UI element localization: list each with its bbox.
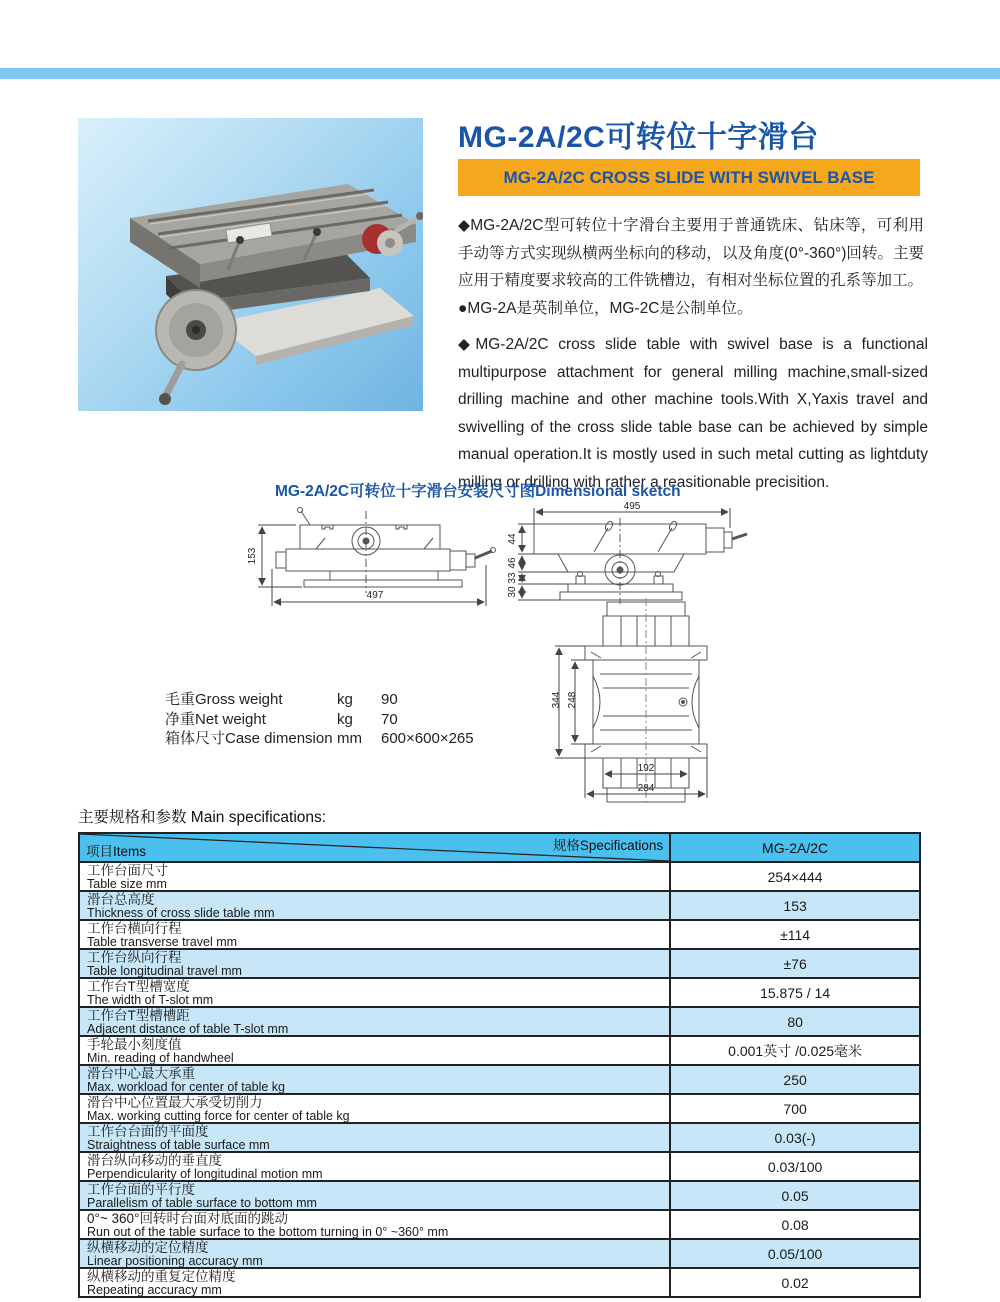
dim-44: 44 — [507, 533, 518, 545]
spec-value-cell: ±76 — [669, 950, 919, 977]
spec-item-cell — [80, 1095, 669, 1122]
dim-33: 33 — [507, 572, 518, 584]
spec-item-chinese: 纵横移动的重复定位精度 — [87, 1269, 236, 1284]
product-photo — [78, 118, 423, 411]
spec-value-cell: 0.001英寸 /0.025毫米 — [669, 1037, 919, 1064]
table-row — [80, 977, 919, 1006]
table-row — [80, 948, 919, 977]
weight-info — [165, 690, 474, 749]
spec-value-cell: 0.05/100 — [669, 1240, 919, 1267]
weight-label: 箱体尺寸Case dimension — [165, 730, 333, 747]
dim-248: 248 — [567, 691, 578, 709]
english-title-banner: MG-2A/2C CROSS SLIDE WITH SWIVEL BASE — [458, 159, 920, 196]
spec-item-english: Max. workload for center of table kg — [87, 1080, 286, 1093]
spec-item-cell — [80, 863, 669, 890]
spec-item-chinese: 滑台中心位置最大承受切削力 — [87, 1095, 263, 1110]
dim-46: 46 — [507, 557, 518, 569]
spec-item-english: Thickness of cross slide table mm — [87, 906, 275, 919]
spec-item-chinese: 工作台T型槽槽距 — [87, 1008, 190, 1023]
weight-unit: mm — [337, 730, 362, 747]
description-cn-paragraph: ◆MG-2A/2C型可转位十字滑台主要用于普通铣床、钻床等，可利用手动等方式实现纵横两坐标向的移动，以及角度(0°-360°)回转。主要应用于精度要求较高的工件铣槽边，有相对坐标位置的孔系等加工。 — [458, 217, 924, 289]
spec-item-english: Min. reading of handwheel — [87, 1051, 234, 1064]
table-row — [80, 1035, 919, 1064]
dim-153: 153 — [247, 547, 258, 565]
spec-item-cell — [80, 1124, 669, 1151]
spec-item-english: Parallelism of table surface to bottom mm — [87, 1196, 317, 1209]
spec-item-cell — [80, 1153, 669, 1180]
spec-item-cell — [80, 892, 669, 919]
dim-284: 284 — [637, 783, 655, 794]
spec-item-cell — [80, 921, 669, 948]
spec-item-chinese: 工作台面的平行度 — [87, 1182, 195, 1197]
spec-item-cell — [80, 1211, 669, 1238]
decorative-top-stripe — [0, 68, 1000, 79]
weight-unit: kg — [337, 710, 353, 728]
sketch-section-title: MG-2A/2C可转位十字滑台安装尺寸图Dimensional sketch — [275, 483, 681, 500]
spec-item-chinese: 工作台横向行程 — [87, 921, 182, 936]
spec-value-cell: 0.03/100 — [669, 1153, 919, 1180]
weight-unit: kg — [337, 691, 353, 708]
table-header-row — [80, 834, 919, 861]
description-cn-units-note: ●MG-2A是英制单位，MG-2C是公制单位。 — [458, 299, 753, 317]
table-row — [80, 861, 919, 890]
weight-row — [165, 690, 474, 710]
table-row — [80, 1006, 919, 1035]
spec-item-chinese: 滑台总高度 — [87, 892, 155, 907]
table-row — [80, 1064, 919, 1093]
spec-item-cell — [80, 1182, 669, 1209]
specs-heading: 主要规格和参数 Main specifications: — [78, 809, 327, 826]
weight-value: 70 — [381, 710, 398, 728]
sketch-side-view-right — [498, 498, 750, 610]
table-row — [80, 1180, 919, 1209]
weight-row — [165, 729, 474, 749]
dim-192: 192 — [637, 763, 655, 774]
weight-value: 600×600×265 — [381, 730, 474, 747]
spec-item-english: Table transverse travel mm — [87, 935, 238, 948]
spec-item-cell — [80, 1066, 669, 1093]
table-row — [80, 1122, 919, 1151]
spec-value-cell: 0.08 — [669, 1211, 919, 1238]
description-chinese — [458, 212, 924, 322]
weight-label: 毛重Gross weight — [165, 691, 283, 708]
table-row — [80, 1151, 919, 1180]
spec-value-cell: 15.875 / 14 — [669, 979, 919, 1006]
spec-value-cell: 153 — [669, 892, 919, 919]
table-body — [80, 861, 919, 1296]
spec-item-cell — [80, 979, 669, 1006]
table-row — [80, 890, 919, 919]
table-row — [80, 1267, 919, 1296]
table-row — [80, 1209, 919, 1238]
spec-item-chinese: 工作台面尺寸 — [87, 863, 168, 878]
spec-item-english: Run out of the table surface to the bottom turning in 0° ~360° mm — [87, 1225, 449, 1238]
spec-item-english: Adjacent distance of table T-slot mm — [87, 1022, 289, 1035]
dim-344: 344 — [551, 691, 562, 709]
spec-item-chinese: 滑台纵向移动的垂直度 — [87, 1153, 222, 1168]
cross-slide-machine-illustration — [78, 118, 423, 411]
spec-item-cell — [80, 1240, 669, 1267]
spec-item-english: Linear positioning accuracy mm — [87, 1254, 263, 1267]
header-label-items: 项目Items — [86, 844, 147, 859]
weight-value: 90 — [381, 691, 398, 708]
header-label-specifications: 规格Specifications — [552, 838, 664, 853]
table-row — [80, 919, 919, 948]
spec-value-cell: 80 — [669, 1008, 919, 1035]
page-title: MG-2A/2C可转位十字滑台 — [458, 121, 819, 154]
spec-item-english: Straightness of table surface mm — [87, 1138, 270, 1151]
dim-495: 495 — [623, 501, 641, 512]
spec-value-cell: 700 — [669, 1095, 919, 1122]
spec-item-english: Perpendicularity of longitudinal motion mm — [87, 1167, 323, 1180]
header-cell-model: MG-2A/2C — [669, 834, 919, 861]
spec-item-chinese: 0°~ 360°回转时台面对底面的跳动 — [87, 1211, 288, 1226]
spec-value-cell: 254×444 — [669, 863, 919, 890]
spec-value-cell: ±114 — [669, 921, 919, 948]
weight-row — [165, 710, 474, 730]
spec-item-chinese: 工作台纵向行程 — [87, 950, 182, 965]
spec-item-english: Max. working cutting force for center of table kg — [87, 1109, 350, 1122]
spec-item-chinese: 工作台台面的平面度 — [87, 1124, 209, 1139]
sketch-side-view-left — [238, 505, 500, 620]
description-english: ◆MG-2A/2C cross slide table with swivel base is a functional multipurpose attachment for general milling machine,small-sized drilling machine and other machine tools.With X,Yaxis travel and swivelling of the cross slide table base can be achieved by simple manual operation.It is mostly used in such metal cutting as lightduty milling or drilling with rather a reasitionable precisition. — [458, 336, 928, 491]
spec-item-english: Repeating accuracy mm — [87, 1283, 222, 1296]
spec-value-cell: 0.03(-) — [669, 1124, 919, 1151]
header-cell-items-specs — [80, 834, 669, 861]
spec-item-cell — [80, 1008, 669, 1035]
spec-item-chinese: 纵横移动的定位精度 — [87, 1240, 209, 1255]
spec-item-chinese: 滑台中心最大承重 — [87, 1066, 195, 1081]
dim-30: 30 — [507, 586, 518, 598]
spec-item-english: The width of T-slot mm — [87, 993, 214, 1006]
spec-item-cell — [80, 1269, 669, 1296]
table-row — [80, 1238, 919, 1267]
spec-item-cell — [80, 950, 669, 977]
sketch-front-view — [545, 596, 750, 810]
spec-value-cell: 0.05 — [669, 1182, 919, 1209]
spec-value-cell: 250 — [669, 1066, 919, 1093]
spec-item-chinese: 工作台T型槽宽度 — [87, 979, 190, 994]
weight-label: 净重Net weight — [165, 710, 266, 728]
spec-item-english: Table size mm — [87, 877, 167, 890]
spec-item-cell — [80, 1037, 669, 1064]
table-row — [80, 1093, 919, 1122]
specifications-table — [78, 832, 921, 1298]
spec-value-cell: 0.02 — [669, 1269, 919, 1296]
spec-item-chinese: 手轮最小刻度值 — [87, 1037, 182, 1052]
dim-497: 497 — [366, 590, 384, 601]
spec-item-english: Table longitudinal travel mm — [87, 964, 242, 977]
